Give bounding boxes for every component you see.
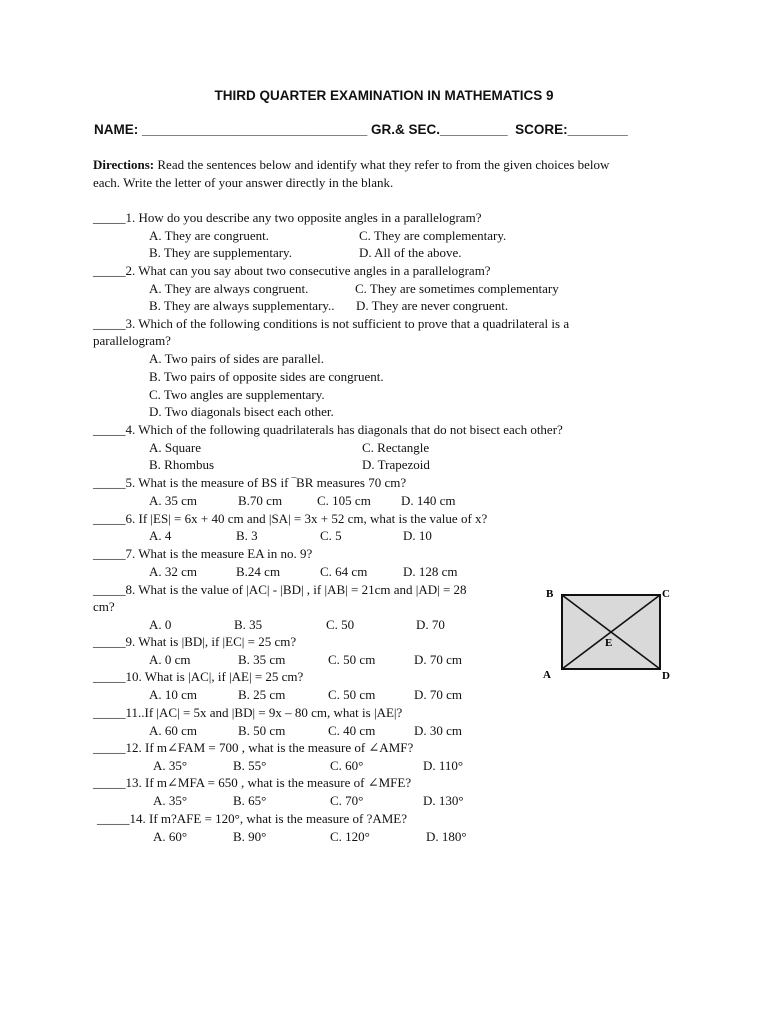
q6-choice-c: C. 5 [320, 528, 342, 543]
q10-choice-c: C. 50 cm [328, 687, 376, 702]
q11-choice-c: C. 40 cm [328, 723, 376, 738]
directions [93, 156, 609, 192]
grsec-label: GR.& SEC. [371, 122, 441, 137]
q7-choice-a: A. 32 cm [149, 564, 198, 579]
q4-choice-b: B. Rhombus [149, 457, 215, 472]
question-3: _____3. Which of the following conditions is not sufficient to prove that a quadrilateral is a [93, 316, 570, 331]
question-8: _____8. What is the value of |AC| - |BD| , if |AB| = 21cm and |AD| = 28 [93, 582, 467, 597]
q1-choice-c: C. They are complementary. [359, 228, 507, 243]
question-5: _____5. What is the measure of BS if ‾BR measures 70 cm? [93, 475, 407, 490]
q11-choice-d: D. 30 cm [414, 723, 463, 738]
q4-choice-c: C. Rectangle [362, 440, 430, 455]
q3-choice-c: C. Two angles are supplementary. [149, 387, 325, 402]
question-2: _____2. What can you say about two consecutive angles in a parallelogram? [93, 263, 491, 278]
name-label: NAME: [94, 122, 139, 137]
question-3-cont: parallelogram? [93, 333, 171, 348]
q3-choice-d: D. Two diagonals bisect each other. [149, 404, 334, 419]
q13-choice-d: D. 130° [423, 793, 464, 808]
directions-label: Directions: [93, 157, 155, 172]
q8-choice-a: A. 0 [149, 617, 172, 632]
q10-choice-d: D. 70 cm [414, 687, 463, 702]
q2-choice-a: A. They are always congruent. [149, 281, 309, 296]
question-10: _____10. What is |AC|, if |AE| = 25 cm? [93, 669, 304, 684]
question-9: _____9. What is |BD|, if |EC| = 25 cm? [93, 634, 297, 649]
q13-choice-b: B. 65° [233, 793, 267, 808]
q9-choice-b: B. 35 cm [238, 652, 286, 667]
q5-choice-b: B.70 cm [238, 493, 283, 508]
question-7: _____7. What is the measure EA in no. 9? [93, 546, 313, 561]
question-12: _____12. If m∠FAM = 700 , what is the measure of ∠AMF? [93, 740, 414, 755]
q12-choice-b: B. 55° [233, 758, 267, 773]
q5-choice-a: A. 35 cm [149, 493, 198, 508]
vertex-label-a: A [543, 669, 551, 681]
question-4: _____4. Which of the following quadrilaterals has diagonals that do not bisect each other? [93, 422, 563, 437]
center-label-e: E [605, 637, 613, 649]
exam-title: THIRD QUARTER EXAMINATION IN MATHEMATICS 9 [214, 88, 554, 103]
name-blank: ______________________________ [142, 122, 368, 137]
directions-line-1: Read the sentences below and identify what they refer to from the given choices below [154, 157, 610, 172]
q1-choice-b: B. They are supplementary. [149, 245, 292, 260]
score-label: SCORE: [515, 122, 568, 137]
question-8-cont: cm? [93, 599, 115, 614]
q14-choice-a: A. 60° [153, 829, 188, 844]
vertex-label-d: D [662, 670, 670, 682]
question-14: _____14. If m?AFE = 120°, what is the measure of ?AME? [97, 811, 408, 826]
score-blank: ________ [567, 122, 628, 137]
q8-choice-b: B. 35 [234, 617, 263, 632]
q8-choice-d: D. 70 [416, 617, 445, 632]
q9-choice-c: C. 50 cm [328, 652, 376, 667]
grsec-blank: _________ [440, 122, 508, 137]
q2-choice-c: C. They are sometimes complementary [355, 281, 559, 296]
q2-choice-b: B. They are always supplementary.. [149, 298, 335, 313]
q14-choice-b: B. 90° [233, 829, 267, 844]
q6-choice-a: A. 4 [149, 528, 172, 543]
q14-choice-c: C. 120° [330, 829, 370, 844]
q1-choice-a: A. They are congruent. [149, 228, 269, 243]
q6-choice-d: D. 10 [403, 528, 432, 543]
q8-choice-c: C. 50 [326, 617, 355, 632]
question-11: _____11..If |AC| = 5x and |BD| = 9x – 80 cm, what is |AE|? [93, 705, 403, 720]
q14-choice-d: D. 180° [426, 829, 467, 844]
rectangle-diagram [538, 583, 678, 683]
q1-choice-d: D. All of the above. [359, 245, 462, 260]
question-13: _____13. If m∠MFA = 650 , what is the measure of ∠MFE? [93, 775, 412, 790]
student-info-line [94, 122, 628, 137]
q12-choice-c: C. 60° [330, 758, 364, 773]
question-1: _____1. How do you describe any two opposite angles in a parallelogram? [93, 210, 482, 225]
q6-choice-b: B. 3 [236, 528, 258, 543]
q9-choice-a: A. 0 cm [149, 652, 191, 667]
q5-choice-d: D. 140 cm [401, 493, 456, 508]
q10-choice-a: A. 10 cm [149, 687, 198, 702]
q4-choice-a: A. Square [149, 440, 201, 455]
q2-choice-d: D. They are never congruent. [356, 298, 509, 313]
q10-choice-b: B. 25 cm [238, 687, 286, 702]
q4-choice-d: D. Trapezoid [362, 457, 430, 472]
q12-choice-a: A. 35° [153, 758, 188, 773]
q13-choice-c: C. 70° [330, 793, 364, 808]
question-6: _____6. If |ES| = 6x + 40 cm and |SA| = 3x + 52 cm, what is the value of x? [93, 511, 488, 526]
vertex-label-b: B [546, 588, 554, 600]
q3-choice-a: A. Two pairs of sides are parallel. [149, 351, 325, 366]
q12-choice-d: D. 110° [423, 758, 464, 773]
q5-choice-c: C. 105 cm [317, 493, 371, 508]
q9-choice-d: D. 70 cm [414, 652, 463, 667]
q11-choice-a: A. 60 cm [149, 723, 198, 738]
q7-choice-d: D. 128 cm [403, 564, 458, 579]
directions-line-2: each. Write the letter of your answer directly in the blank. [93, 175, 394, 190]
q7-choice-b: B.24 cm [236, 564, 281, 579]
q11-choice-b: B. 50 cm [238, 723, 286, 738]
q7-choice-c: C. 64 cm [320, 564, 368, 579]
q3-choice-b: B. Two pairs of opposite sides are congruent. [149, 369, 384, 384]
q13-choice-a: A. 35° [153, 793, 188, 808]
vertex-label-c: C [662, 588, 670, 600]
